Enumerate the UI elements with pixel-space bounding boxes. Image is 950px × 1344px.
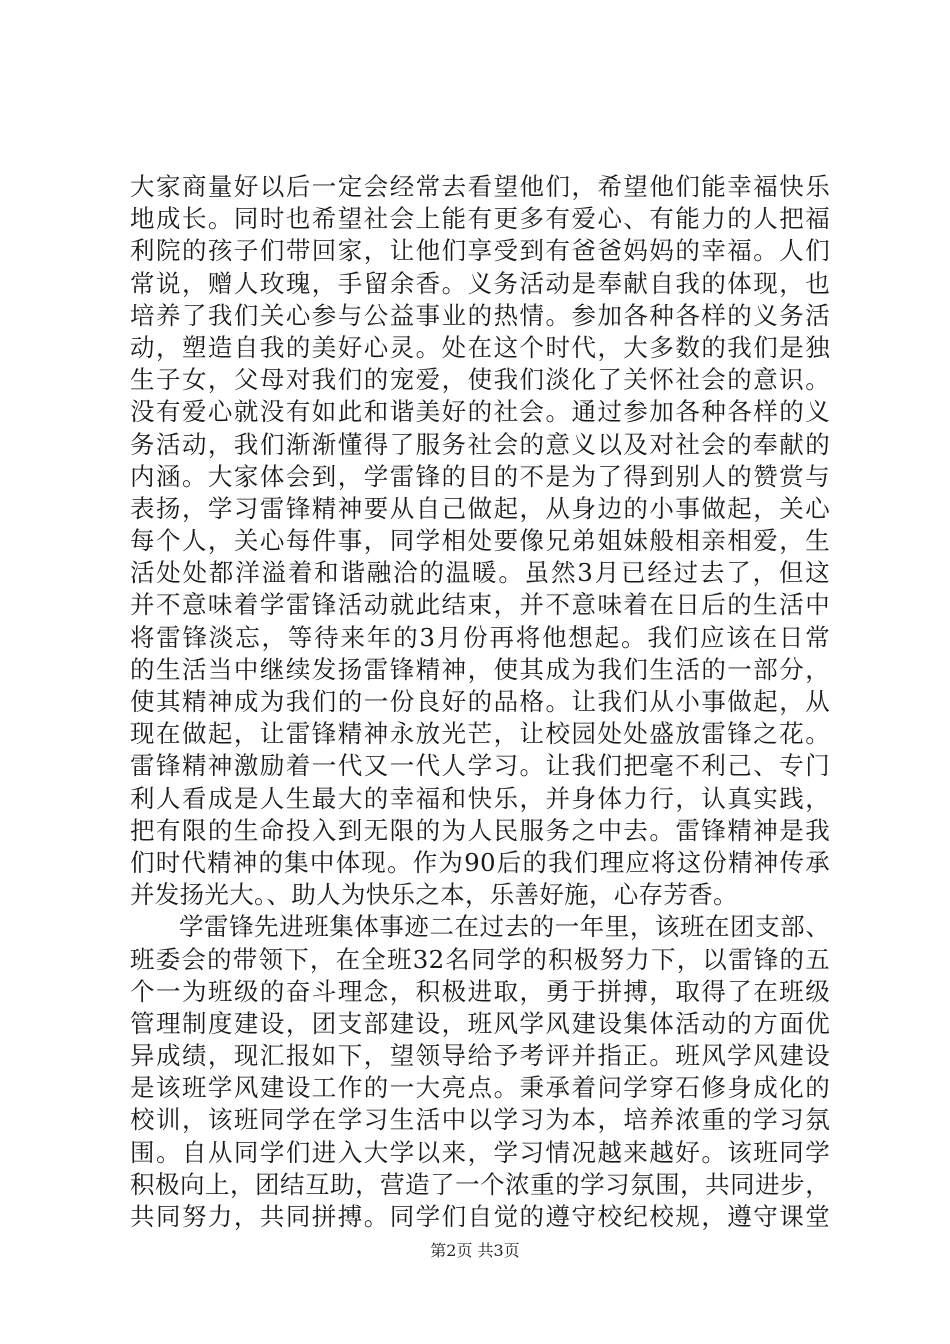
text-line: 没有爱心就没有如此和谐美好的社会。通过参加各种各样的义 (130, 397, 830, 427)
paragraph-first-line: 学雷锋先进班集体事迹二在过去的一年里，该班在团支部、 (179, 912, 830, 942)
text-line: 活处处都洋溢着和谐融洽的温暖。虽然3月已经过去了，但这 (130, 558, 830, 588)
text-line: 培养了我们关心参与公益事业的热情。参加各种各样的义务活 (130, 300, 830, 330)
text-line: 常说，赠人玫瑰，手留余香。义务活动是奉献自我的体现，也 (130, 268, 830, 298)
text-line: 共同努力，共同拼搏。同学们自觉的遵守校纪校规，遵守课堂 (130, 1202, 830, 1231)
document-body (130, 171, 830, 1233)
text-line: 使其精神成为我们的一份良好的品格。让我们从小事做起，从 (130, 687, 830, 716)
text-line: 是该班学风建设工作的一大亮点。秉承着问学穿石修身成化的 (130, 1073, 830, 1103)
text-line: 个一为班级的奋斗理念，积极进取，勇于拼搏，取得了在班级 (130, 976, 830, 1006)
text-line: 利人看成是人生最大的幸福和快乐，并身体力行，认真实践， (130, 783, 830, 813)
text-line: 们时代精神的集中体现。作为90后的我们理应将这份精神传承 (130, 847, 830, 877)
text-line: 并发扬光大。、助人为快乐之本，乐善好施，心存芳香。 (130, 880, 738, 910)
text-line: 异成绩，现汇报如下，望领导给予考评并指正。班风学风建设 (130, 1041, 830, 1071)
text-line: 务活动，我们渐渐懂得了服务社会的意义以及对社会的奉献的 (130, 429, 830, 459)
text-line: 每个人，关心每件事，同学相处要像兄弟姐妹般相亲相爱，生 (130, 526, 830, 556)
text-line: 校训，该班同学在学习生活中以学习为本，培养浓重的学习氛 (130, 1105, 830, 1135)
text-line: 把有限的生命投入到无限的为人民服务之中去。雷锋精神是我 (130, 815, 830, 845)
text-line: 表扬，学习雷锋精神要从自己做起，从身边的小事做起，关心 (130, 493, 830, 523)
text-line: 并不意味着学雷锋活动就此结束，并不意味着在日后的生活中 (130, 590, 830, 620)
text-line: 大家商量好以后一定会经常去看望他们，希望他们能幸福快乐 (130, 172, 830, 201)
text-line: 雷锋精神激励着一代又一代人学习。让我们把毫不利己、专门 (130, 751, 830, 781)
text-line: 动，塑造自我的美好心灵。处在这个时代，大多数的我们是独 (130, 332, 830, 362)
text-line: 生子女，父母对我们的宠爱，使我们淡化了关怀社会的意识。 (130, 365, 830, 395)
text-line: 的生活当中继续发扬雷锋精神，使其成为我们生活的一部分， (130, 654, 830, 684)
text-line: 管理制度建设，团支部建设，班风学风建设集体活动的方面优 (130, 1008, 830, 1038)
text-line: 内涵。大家体会到，学雷锋的目的不是为了得到别人的赞赏与 (130, 461, 830, 491)
text-line: 积极向上，团结互助，营造了一个浓重的学习氛围，共同进步， (130, 1169, 830, 1199)
page-number-footer: 第2页 共3页 (430, 1241, 520, 1260)
text-line: 现在做起，让雷锋精神永放光芒，让校园处处盛放雷锋之花。 (130, 719, 830, 749)
text-line: 利院的孩子们带回家，让他们享受到有爸爸妈妈的幸福。人们 (130, 236, 830, 266)
text-line: 围。自从同学们进入大学以来，学习情况越来越好。该班同学 (130, 1137, 830, 1167)
text-line: 班委会的带领下，在全班32名同学的积极努力下，以雷锋的五 (130, 944, 830, 974)
text-line: 地成长。同时也希望社会上能有更多有爱心、有能力的人把福 (130, 204, 830, 234)
text-line: 将雷锋淡忘，等待来年的3月份再将他想起。我们应该在日常 (130, 622, 830, 652)
